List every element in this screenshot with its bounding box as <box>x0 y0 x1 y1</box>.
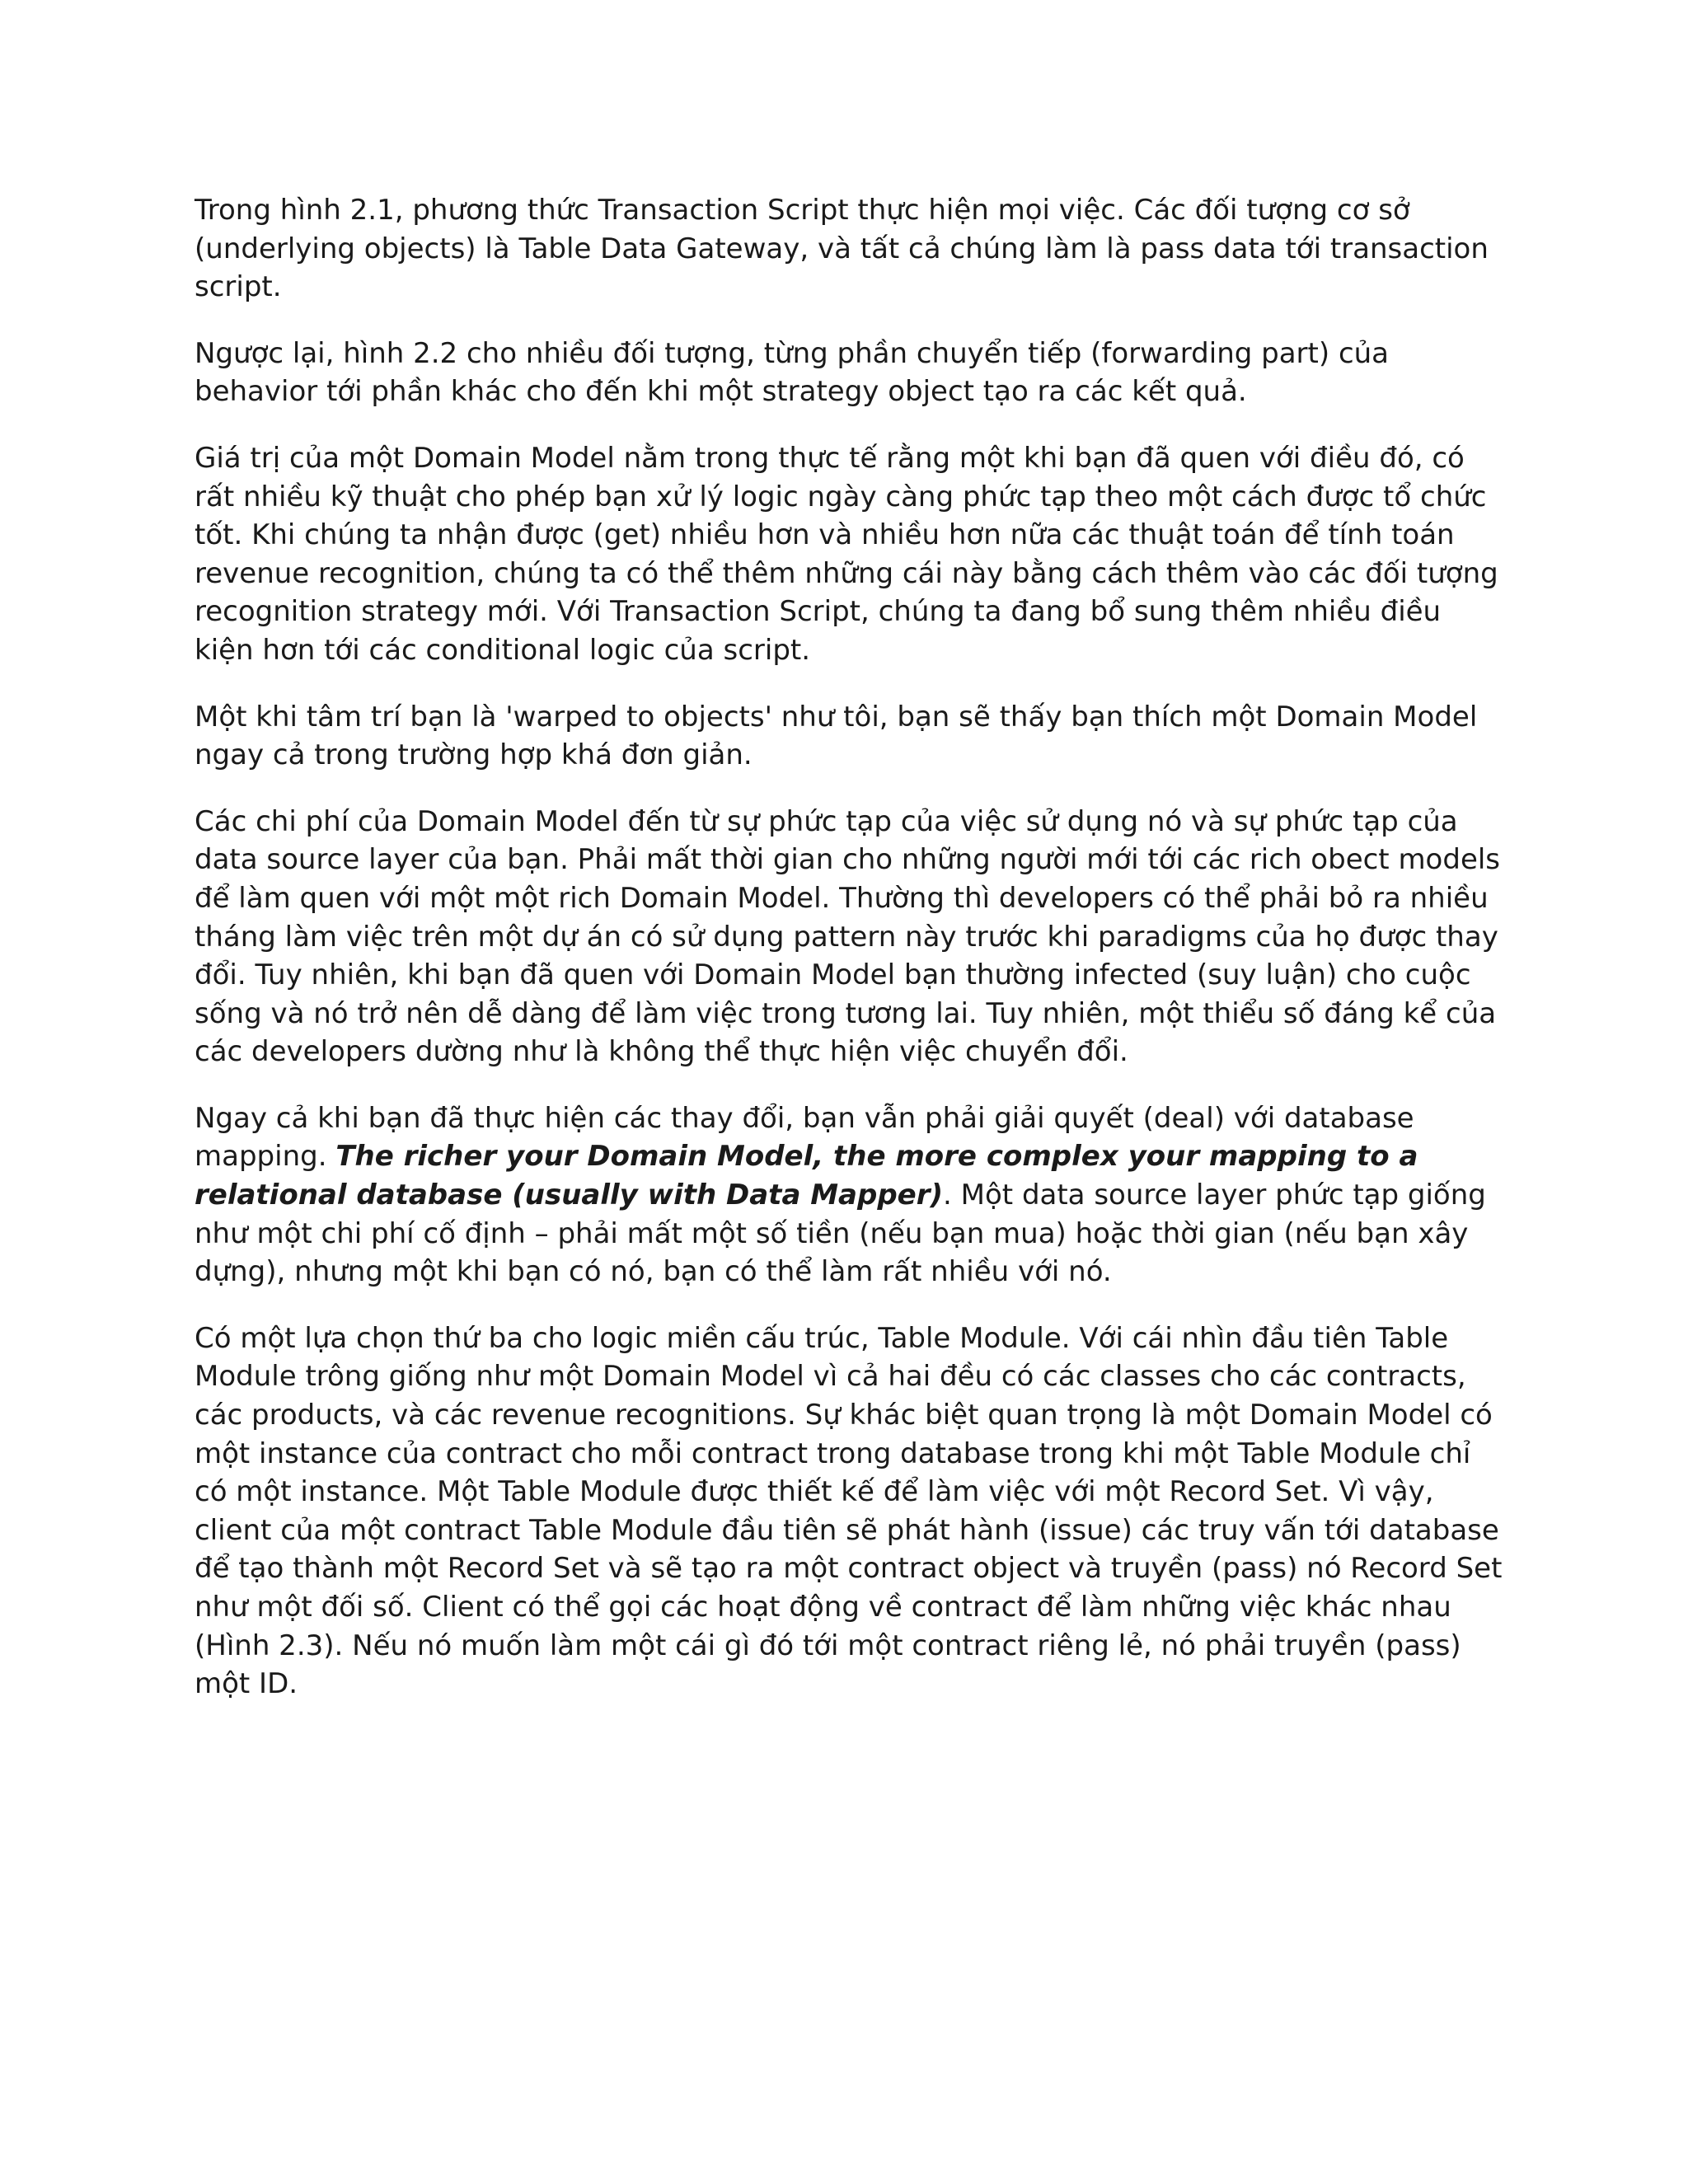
paragraph-6-tail: . Một data source layer phức tạp giống như một chi phí cố định – phải mất một số tiền (nếu bạn mua) hoặc thời gian (nếu bạn xây dựng), nhưng một khi bạn có nó, bạn có thể làm rất nhiều với nó. <box>195 1179 1486 1289</box>
paragraph-6-lead: Ngay cả khi bạn đã thực hiện các thay đổi, bạn vẫn phải giải quyết (deal) với database mapping. <box>195 1101 1414 1174</box>
paragraph-6 <box>195 1099 1505 1291</box>
document-body <box>195 191 1505 1732</box>
paragraph-1: Trong hình 2.1, phương thức Transaction Script thực hiện mọi việc. Các đối tượng cơ sở (underlying objects) là Table Data Gateway, và tất cả chúng làm là pass data tới transaction script. <box>195 194 1489 304</box>
paragraph-7: Có một lựa chọn thứ ba cho logic miền cấu trúc, Table Module. Với cái nhìn đầu tiên Table Module trông giống như một Domain Model vì cả hai đều có các classes cho các contracts, các products, và các revenue recognitions. Sự khác biệt quan trọng là một Domain Model có một instance của contract cho mỗi contract trong database trong khi một Table Module chỉ có một instance. Một Table Module được thiết kế để làm việc với một Record Set. Vì vậy, client của một contract Table Module đầu tiên sẽ phát hành (issue) các truy vấn tới database để tạo thành một Record Set và sẽ tạo ra một contract object và truyền (pass) nó Record Set như một đối số. Client có thể gọi các hoạt động về contract để làm những việc khác nhau (Hình 2.3). Nếu nó muốn làm một cái gì đó tới một contract riêng lẻ, nó phải truyền (pass) một ID. <box>195 1321 1503 1701</box>
paragraph-3: Giá trị của một Domain Model nằm trong thực tế rằng một khi bạn đã quen với điều đó, có rất nhiều kỹ thuật cho phép bạn xử lý logic ngày càng phức tạp theo một cách được tổ chức tốt. Khi chúng ta nhận được (get) nhiều hơn và nhiều hơn nữa các thuật toán để tính toán revenue recognition, chúng ta có thể thêm những cái này bằng cách thêm vào các đối tượng recognition strategy mới. Với Transaction Script, chúng ta đang bổ sung thêm nhiều điều kiện hơn tới các conditional logic của script. <box>195 441 1498 667</box>
paragraph-4: Một khi tâm trí bạn là 'warped to objects' như tôi, bạn sẽ thấy bạn thích một Domain Model ngay cả trong trường hợp khá đơn giản. <box>195 700 1478 772</box>
paragraph-2: Ngược lại, hình 2.2 cho nhiều đối tượng, từng phần chuyển tiếp (forwarding part) của behavior tới phần khác cho đến khi một strategy object tạo ra các kết quả. <box>195 336 1390 409</box>
paragraph-6-emphasis: The richer your Domain Model, the more complex your mapping to a relational database (usually with Data Mapper) <box>195 1140 1418 1212</box>
paragraph-5: Các chi phí của Domain Model đến từ sự phức tạp của việc sử dụng nó và sự phức tạp của data source layer của bạn. Phải mất thời gian cho những người mới tới các rich obect models để làm quen với một một rich Domain Model. Thường thì developers có thể phải bỏ ra nhiều tháng làm việc trên một dự án có sử dụng pattern này trước khi paradigms của họ được thay đổi. Tuy nhiên, khi bạn đã quen với Domain Model bạn thường infected (suy luận) cho cuộc sống và nó trở nên dễ dàng để làm việc trong tương lai. Tuy nhiên, một thiểu số đáng kể của các developers dường như là không thể thực hiện việc chuyển đổi. <box>195 804 1501 1069</box>
